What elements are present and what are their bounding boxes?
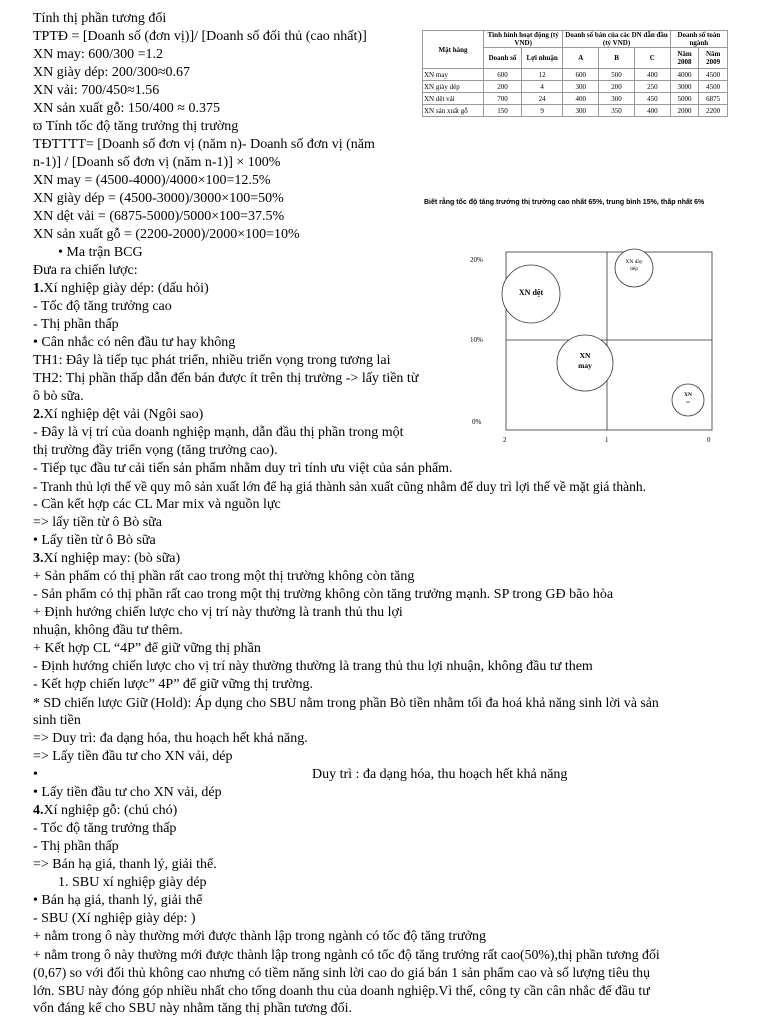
table-header-sales: Doanh số — [484, 48, 522, 69]
text-line: - Sản phẩm có thị phần rất cao trong một thị trường không còn tăng trưởng mạnh. SP trong GĐ bão hòa — [33, 587, 614, 602]
table-cell: 12 — [522, 69, 563, 81]
text-line: - Tốc độ tăng trưởng cao — [33, 299, 172, 314]
table-cell: 400 — [634, 69, 670, 81]
text-line: - Cần kết hợp các CL Mar mix và nguồn lực — [33, 497, 281, 512]
table-header-profit: Lợi nhuận — [522, 48, 563, 69]
numbered-item: 1. SBU xí nghiệp giày dép — [58, 875, 207, 890]
table-header-2009: Năm 2009 — [699, 48, 728, 69]
text-line: - SBU (Xí nghiệp giày dép: ) — [33, 911, 196, 926]
table-cell: 9 — [522, 105, 563, 117]
table-cell: 700 — [484, 93, 522, 105]
table-header-b: B — [599, 48, 635, 69]
bubble-label-dep-2: dép — [630, 266, 638, 272]
table-cell: 150 — [484, 105, 522, 117]
bullet-line: • Bán hạ giá, thanh lý, giải thể — [33, 893, 203, 908]
table-cell: 200 — [599, 81, 635, 93]
bubble-label-may-1: XN — [579, 351, 591, 360]
text-line: - Đây là vị trí của doanh nghiệp mạnh, dẫn đầu thị phần trong một — [33, 425, 404, 440]
bcg-matrix-diagram — [462, 246, 732, 446]
section-heading: 4.Xí nghiệp gỗ: (chú chó) — [33, 803, 178, 818]
bullet-bcg-matrix: • Ma trận BCG — [58, 245, 143, 260]
bubble-label-dep-1: XN dày — [625, 259, 643, 265]
table-cell: 300 — [563, 105, 599, 117]
formula-relative-share: TPTĐ = [Doanh số (đơn vị)]/ [Doanh số đối thủ (cao nhất)] — [33, 29, 367, 44]
text-line: Đưa ra chiến lược: — [33, 263, 138, 278]
table-header-rivals: Doanh số bán của các DN dẫn đầu (tỷ VND) — [563, 31, 670, 48]
text-line: (0,67) so với đối thủ không cao nhưng có tiềm năng sinh lời cao do giá bán 1 sản phẩm cao và số lượng tiêu thụ — [33, 965, 650, 980]
x-tick-2: 2 — [503, 436, 507, 444]
text-line: - Tốc độ tăng trưởng thấp — [33, 821, 177, 836]
bubble-label-go-1: XN — [684, 392, 692, 398]
table-header-a: A — [563, 48, 599, 69]
table-cell: 400 — [634, 105, 670, 117]
y-tick-0: 0% — [472, 418, 482, 426]
text-line: nhuận, không đầu tư thêm. — [33, 623, 183, 638]
text-line: => lấy tiền từ ô Bò sữa — [33, 515, 162, 530]
table-cell: 4 — [522, 81, 563, 93]
text-line: - Thị phần thấp — [33, 317, 119, 332]
table-cell: 600 — [484, 69, 522, 81]
text-line: + Định hướng chiến lược cho vị trí này thường là tranh thủ thu lợi — [33, 605, 403, 620]
table-row — [423, 93, 728, 105]
table-cell: 500 — [599, 69, 635, 81]
text-line: XN may = (4500-4000)/4000×100=12.5% — [33, 173, 271, 188]
bullet-line: • Cân nhắc có nên đầu tư hay không — [33, 335, 236, 350]
table-cell: 2200 — [699, 105, 728, 117]
text-line: XN dệt vải = (6875-5000)/5000×100=37.5% — [33, 209, 285, 224]
text-line: vốn đáng kể cho SBU này nhằm tăng thị phần tương đối. — [33, 1001, 353, 1016]
section-heading: 3.Xí nghiệp may: (bò sữa) — [33, 551, 181, 566]
text-line: => Bán hạ giá, thanh lý, giải thể. — [33, 857, 217, 872]
table-cell: XN may — [423, 69, 484, 81]
table-cell: 4000 — [670, 69, 699, 81]
section-heading: 2.Xí nghiệp dệt vải (Ngôi sao) — [33, 407, 204, 422]
table-cell: 200 — [484, 81, 522, 93]
text-line: XN sản xuất gỗ: 150/400 ≈ 0.375 — [33, 101, 220, 116]
text-line: + Kết hợp CL “4P” để giữ vững thị phần — [33, 641, 261, 656]
text-line: XN giày dép: 200/300≈0.67 — [33, 65, 191, 80]
x-tick-1: 1 — [605, 436, 609, 444]
text-line: => Duy trì: đa dạng hóa, thu hoạch hết khả năng. — [33, 731, 308, 746]
heading-relative-share: Tính thị phần tương đối — [33, 11, 167, 26]
text-line: => Lấy tiền đầu tư cho XN vải, dép — [33, 749, 233, 764]
text-line: TH1: Đây là tiếp tục phát triển, nhiều triển vọng trong tương lai — [33, 353, 391, 368]
table-row — [423, 105, 728, 117]
text-line: - Định hướng chiến lược cho vị trí này thường thường là trang thủ thu lợi nhuận, không đầu tư them — [33, 659, 593, 674]
table-cell: 3000 — [670, 81, 699, 93]
table-header-2008: Năm 2008 — [670, 48, 699, 69]
table-cell: 450 — [634, 93, 670, 105]
x-tick-0: 0 — [707, 436, 711, 444]
text-line: TH2: Thị phần thấp dẫn đến bán được ít trên thị trường -> lấy tiền từ — [33, 371, 419, 386]
table-cell: 6875 — [699, 93, 728, 105]
table-note: Biết rằng tốc độ tăng trưởng thị trường cao nhất 65%, trung bình 15%, thấp nhất 6% — [424, 199, 705, 206]
y-tick-10: 10% — [470, 336, 483, 344]
bullet-marker: • — [33, 767, 38, 782]
table-cell: 600 — [563, 69, 599, 81]
text-line: ô bò sữa. — [33, 389, 84, 404]
table-header-c: C — [634, 48, 670, 69]
table-cell: 350 — [599, 105, 635, 117]
text-line: lớn. SBU này đóng góp nhiều nhất cho tổng doanh thu của doanh nghiệp.Vì thế, công ty cần cân nhắc để đầu tư — [33, 983, 650, 998]
table-header-industry: Doanh số toàn ngành — [670, 31, 727, 48]
bubble-label-go-2: ss — [686, 399, 690, 404]
text-line: + nằm trong ô này thường mới được thành lập trong ngành có tốc độ tăng trưởng — [33, 929, 486, 944]
table-row — [423, 81, 728, 93]
bubble-label-may-2: may — [578, 361, 592, 370]
y-tick-20: 20% — [470, 256, 483, 264]
heading-growth-rate: ϖ Tính tốc độ tăng trưởng thị trường — [33, 119, 239, 134]
table-row — [423, 69, 728, 81]
text-line: - Tranh thủ lợi thế về quy mô sản xuất lớn để hạ giá thành sản xuất cũng nhằm để duy trì lợi thế về mặt giá thành. — [33, 479, 647, 494]
table-cell: 250 — [634, 81, 670, 93]
text-line: - Tiếp tục đầu tư cải tiến sản phẩm nhằm duy trì tính ưu việt của sản phẩm. — [33, 461, 453, 476]
text-line: sinh tiền — [33, 713, 81, 728]
text-line: * SD chiến lược Giữ (Hold): Áp dụng cho SBU nằm trong phần Bò tiền nhằm tối đa hoá khả năng sinh lời và sản — [33, 695, 659, 710]
bullet-line: • Lấy tiền từ ô Bò sữa — [33, 533, 156, 548]
text-line: + Sản phẩm có thị phần rất cao trong một thị trường không còn tăng — [33, 569, 415, 584]
text-line: + nằm trong ô này thường mới được thành lập trong ngành có tốc độ tăng trưởng rất cao(50%),thị phần tương đối — [33, 947, 660, 962]
table-cell: 24 — [522, 93, 563, 105]
text-line: thị trường đầy triển vọng (tăng trưởng cao). — [33, 443, 278, 458]
bullet-line: • Lấy tiền đầu tư cho XN vải, dép — [33, 785, 222, 800]
table-cell: 4500 — [699, 69, 728, 81]
table-cell: 400 — [563, 93, 599, 105]
text-line: - Thị phần thấp — [33, 839, 119, 854]
section-heading: 1.Xí nghiệp giày dép: (dấu hỏi) — [33, 281, 209, 296]
text-line: XN giày dép = (4500-3000)/3000×100=50% — [33, 191, 284, 206]
table-cell: 300 — [563, 81, 599, 93]
sales-data-table — [422, 30, 728, 117]
text-line: - Kết hợp chiến lược” 4P” để giữ vững thị trường. — [33, 677, 314, 692]
table-cell: XN dệt vải — [423, 93, 484, 105]
table-header-item: Mặt hàng — [423, 31, 484, 69]
text-line: XN may: 600/300 =1.2 — [33, 47, 163, 62]
text-line: n-1)] / [Doanh số đơn vị (năm n-1)] × 100% — [33, 155, 281, 170]
table-cell: XN sản xuất gỗ — [423, 105, 484, 117]
table-cell: 2000 — [670, 105, 699, 117]
table-cell: 300 — [599, 93, 635, 105]
text-line: Duy trì : đa dạng hóa, thu hoạch hết khả năng — [312, 767, 568, 782]
table-cell: 5000 — [670, 93, 699, 105]
text-line: XN vải: 700/450≈1.56 — [33, 83, 160, 98]
bubble-label-det: XN dệt — [518, 288, 544, 297]
table-cell: XN giày dép — [423, 81, 484, 93]
table-header-status: Tình hình hoạt động (tỷ VND) — [484, 31, 563, 48]
text-line: XN sản xuất gỗ = (2200-2000)/2000×100=10% — [33, 227, 300, 242]
table-cell: 4500 — [699, 81, 728, 93]
formula-growth-rate: TĐTTTT= [Doanh số đơn vị (năm n)- Doanh số đơn vị (năm — [33, 137, 375, 152]
